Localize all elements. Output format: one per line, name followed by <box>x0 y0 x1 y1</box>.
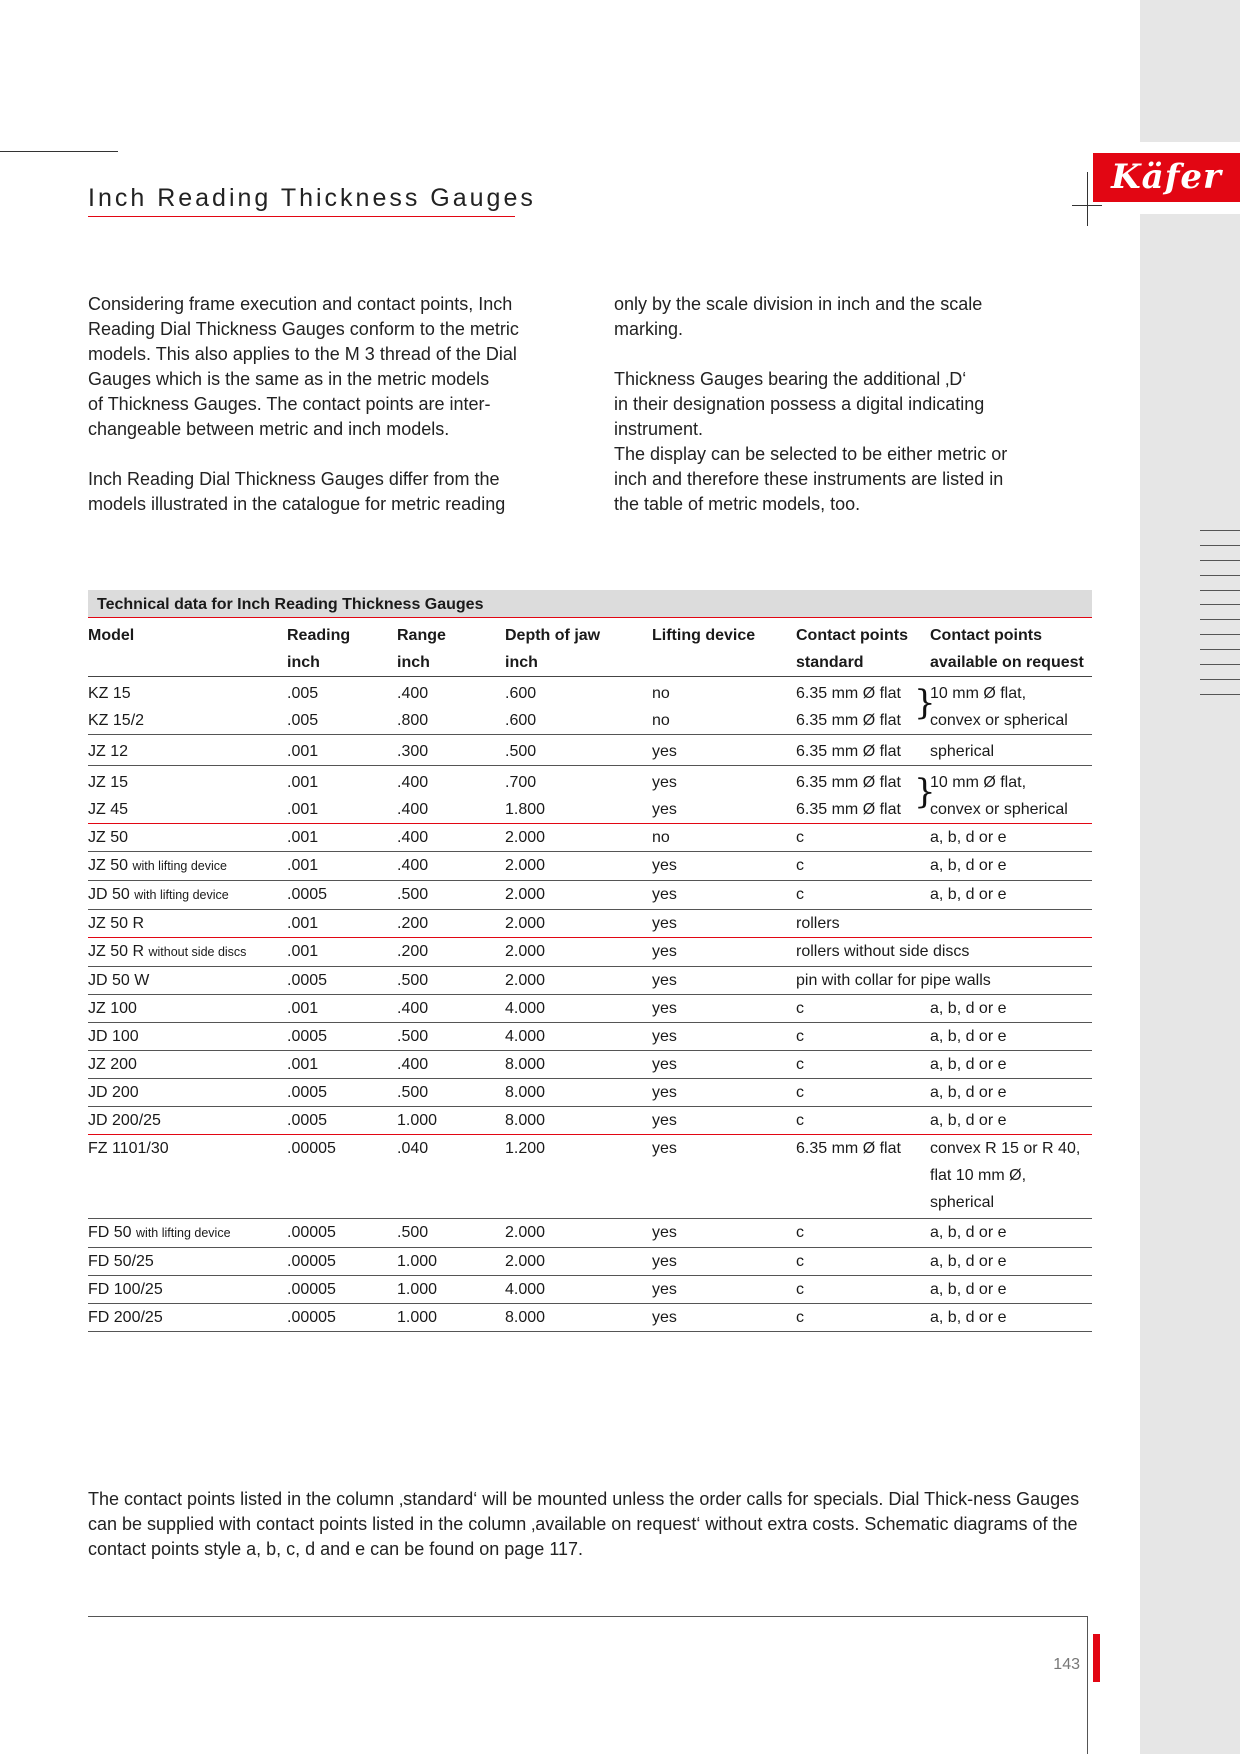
standard-cell: c <box>796 1084 804 1101</box>
column-header: Reading inch <box>287 627 351 671</box>
range-cell: .400 <box>397 857 429 874</box>
standard-cell: 6.35 mm Ø flat <box>796 801 901 818</box>
table-row <box>88 1304 1092 1332</box>
table-row <box>88 735 1092 766</box>
intro-paragraph: Inch Reading Dial Thickness Gauges differ from the models illustrated in the catalogue for metric reading <box>88 469 506 514</box>
reading-cell: .0005 <box>287 972 328 989</box>
table-row <box>88 910 1092 938</box>
page-marker <box>1093 1634 1100 1682</box>
range-cell: .400 <box>397 1000 429 1017</box>
depth-cell: .500 <box>505 743 537 760</box>
table-row <box>88 1135 1092 1219</box>
lifting-cell: yes <box>652 743 677 760</box>
model-cell: JZ 50 <box>88 829 129 846</box>
model-cell: JZ 50 R <box>88 915 145 932</box>
column-header: Depth of jaw inch <box>505 627 601 671</box>
reading-cell: .00005 <box>287 1309 336 1326</box>
lifting-cell: yes <box>652 1084 677 1101</box>
standard-cell: 6.35 mm Ø flat <box>796 743 901 760</box>
depth-cell: 2.000 <box>505 829 546 846</box>
range-cell: .400 <box>397 774 429 791</box>
range-cell: .800 <box>397 712 429 729</box>
depth-cell: 8.000 <box>505 1056 546 1073</box>
crop-mark-vertical <box>1087 172 1088 226</box>
range-cell: .300 <box>397 743 429 760</box>
lifting-cell: yes <box>652 1281 677 1298</box>
standard-cell: c <box>796 857 804 874</box>
table-row <box>88 1248 1092 1276</box>
standard-cell: 6.35 mm Ø flat <box>796 1140 901 1157</box>
range-cell: .500 <box>397 886 429 903</box>
right-margin-band <box>1140 0 1240 1754</box>
table-header-row <box>88 618 1092 677</box>
range-cell: .040 <box>397 1140 429 1157</box>
lifting-cell: yes <box>652 972 677 989</box>
model-cell: FZ 1101/30 <box>88 1140 169 1157</box>
range-cell: 1.000 <box>397 1112 438 1129</box>
lifting-cell: yes <box>652 915 677 932</box>
brace-icon: } <box>914 772 936 812</box>
request-cell: a, b, d or e <box>930 886 1007 903</box>
range-cell: .500 <box>397 1084 429 1101</box>
range-cell: .500 <box>397 1028 429 1045</box>
model-cell: JD 200/25 <box>88 1112 161 1129</box>
brace-icon: } <box>914 683 936 723</box>
column-header: Range inch <box>397 627 446 671</box>
footnote: The contact points listed in the column ‚standard‘ will be mounted unless the order calls for specials. Dial Thick-ness Gauges can be supplied with contact points listed in the column ‚available on request‘ without extra costs. Schematic diagrams of the contact points style a, b, c, d and e can be found on page 117. <box>88 1489 1080 1559</box>
page-number: 143 <box>1053 1656 1080 1673</box>
lifting-cell: yes <box>652 774 677 791</box>
lifting-cell: no <box>652 712 670 729</box>
range-cell: 1.000 <box>397 1253 438 1270</box>
thumb-index-ticks <box>1200 530 1240 709</box>
page-title: Inch Reading Thickness Gauges <box>88 184 536 212</box>
lifting-cell: no <box>652 685 670 702</box>
lifting-cell: no <box>652 829 670 846</box>
model-cell: JZ 50 with lifting device <box>88 857 227 874</box>
depth-cell: .700 <box>505 774 537 791</box>
range-cell: .400 <box>397 685 429 702</box>
table-row <box>88 1023 1092 1051</box>
table-row <box>88 852 1092 881</box>
standard-cell: c <box>796 1028 804 1045</box>
request-cell: } 10 mm Ø flat, <box>930 766 1092 797</box>
model-cell: JZ 100 <box>88 1000 137 1017</box>
intro-paragraph: only by the scale division in inch and the scale marking. <box>614 294 983 339</box>
range-cell: .400 <box>397 1056 429 1073</box>
request-cell: } 10 mm Ø flat, <box>930 677 1092 708</box>
title-underline <box>88 216 515 217</box>
reading-cell: .0005 <box>287 1028 328 1045</box>
column-header: Model <box>88 627 135 644</box>
request-cell: spherical <box>930 743 995 760</box>
depth-cell: 4.000 <box>505 1000 546 1017</box>
lifting-cell: yes <box>652 943 677 960</box>
reading-cell: .001 <box>287 801 319 818</box>
table-row <box>88 1051 1092 1079</box>
depth-cell: .600 <box>505 685 537 702</box>
lifting-cell: yes <box>652 1253 677 1270</box>
brand-logo <box>1093 153 1240 202</box>
depth-cell: 4.000 <box>505 1028 546 1045</box>
reading-cell: .00005 <box>287 1281 336 1298</box>
table-row <box>88 824 1092 852</box>
lifting-cell: yes <box>652 1224 677 1241</box>
lifting-cell: yes <box>652 1112 677 1129</box>
depth-cell: 2.000 <box>505 886 546 903</box>
standard-cell: 6.35 mm Ø flat <box>796 712 901 729</box>
table-row <box>88 766 1092 797</box>
model-cell: JZ 45 <box>88 801 129 818</box>
depth-cell: 8.000 <box>505 1309 546 1326</box>
model-cell: FD 100/25 <box>88 1281 163 1298</box>
column-header: Contact points available on request <box>930 627 1084 671</box>
model-cell: FD 50 with lifting device <box>88 1224 231 1241</box>
request-cell: a, b, d or e <box>930 1224 1007 1241</box>
request-cell: a, b, d or e <box>930 1112 1007 1129</box>
lifting-cell: yes <box>652 1028 677 1045</box>
model-cell: JD 100 <box>88 1028 139 1045</box>
intro-paragraph: Considering frame execution and contact points, Inch Reading Dial Thickness Gauges conform to the metric models. This also applies to the M 3 thread of the Dial Gauges which is the same as in the metric models of Thickness Gauges. The contact points are inter- changeable between metric and inch models. <box>88 294 519 439</box>
intro-paragraph: Thickness Gauges bearing the additional ‚D‘ in their designation possess a digital indicating instrument. The display can be selected to be either metric or inch and therefore these instruments are listed in the table of metric models, too. <box>614 369 1008 514</box>
standard-cell: c <box>796 1253 804 1270</box>
model-cell: JZ 12 <box>88 743 129 760</box>
standard-cell: rollers <box>796 915 840 932</box>
lifting-cell: yes <box>652 1056 677 1073</box>
reading-cell: .001 <box>287 857 319 874</box>
table-row <box>88 1219 1092 1248</box>
intro-column-right <box>614 292 1104 542</box>
intro-column-left <box>88 292 578 542</box>
table-row <box>88 995 1092 1023</box>
request-cell: a, b, d or e <box>930 1056 1007 1073</box>
reading-cell: .0005 <box>287 886 328 903</box>
standard-cell: c <box>796 1056 804 1073</box>
model-cell: FD 200/25 <box>88 1309 163 1326</box>
request-cell: convex or spherical <box>930 801 1068 818</box>
range-cell: .200 <box>397 915 429 932</box>
header-rule <box>0 151 118 152</box>
lifting-cell: yes <box>652 1140 677 1157</box>
crop-mark-horizontal <box>1072 205 1102 206</box>
request-cell: a, b, d or e <box>930 829 1007 846</box>
table-row <box>88 881 1092 910</box>
model-cell: KZ 15/2 <box>88 712 145 729</box>
model-cell: FD 50/25 <box>88 1253 154 1270</box>
standard-cell: c <box>796 886 804 903</box>
lifting-cell: yes <box>652 1000 677 1017</box>
depth-cell: 8.000 <box>505 1112 546 1129</box>
standard-cell: c <box>796 1224 804 1241</box>
standard-cell: c <box>796 1112 804 1129</box>
request-cell: a, b, d or e <box>930 1281 1007 1298</box>
model-cell: JD 200 <box>88 1084 139 1101</box>
model-cell: JD 50 W <box>88 972 150 989</box>
depth-cell: 4.000 <box>505 1281 546 1298</box>
table-row <box>88 967 1092 995</box>
reading-cell: .0005 <box>287 1084 328 1101</box>
depth-cell: .600 <box>505 712 537 729</box>
reading-cell: .0005 <box>287 1112 328 1129</box>
range-cell: 1.000 <box>397 1309 438 1326</box>
depth-cell: 2.000 <box>505 943 546 960</box>
brand-logo-text: Käfer <box>1111 157 1222 197</box>
reading-cell: .005 <box>287 712 319 729</box>
request-cell: convex R 15 or R 40, flat 10 mm Ø, spherical <box>930 1140 1081 1211</box>
reading-cell: .001 <box>287 1000 319 1017</box>
request-cell: a, b, d or e <box>930 1253 1007 1270</box>
model-cell: JZ 200 <box>88 1056 137 1073</box>
depth-cell: 2.000 <box>505 1224 546 1241</box>
standard-cell: 6.35 mm Ø flat <box>796 774 901 791</box>
request-cell: a, b, d or e <box>930 1000 1007 1017</box>
model-cell: JZ 50 R without side discs <box>88 943 247 960</box>
request-cell: a, b, d or e <box>930 1309 1007 1326</box>
standard-cell: rollers without side discs <box>796 943 970 960</box>
table-row <box>88 1107 1092 1135</box>
model-cell: KZ 15 <box>88 685 131 702</box>
footer-rule-vertical <box>1087 1616 1088 1754</box>
standard-cell: c <box>796 1000 804 1017</box>
reading-cell: .001 <box>287 829 319 846</box>
depth-cell: 1.800 <box>505 801 546 818</box>
model-cell: JD 50 with lifting device <box>88 886 229 903</box>
depth-cell: 2.000 <box>505 857 546 874</box>
lifting-cell: yes <box>652 886 677 903</box>
depth-cell: 8.000 <box>505 1084 546 1101</box>
technical-data-table <box>88 590 1092 1332</box>
range-cell: .200 <box>397 943 429 960</box>
range-cell: .400 <box>397 829 429 846</box>
reading-cell: .001 <box>287 1056 319 1073</box>
depth-cell: 2.000 <box>505 915 546 932</box>
range-cell: .400 <box>397 801 429 818</box>
request-cell: a, b, d or e <box>930 1028 1007 1045</box>
range-cell: .500 <box>397 1224 429 1241</box>
lifting-cell: yes <box>652 801 677 818</box>
table-row <box>88 796 1092 824</box>
request-cell: a, b, d or e <box>930 1084 1007 1101</box>
range-cell: 1.000 <box>397 1281 438 1298</box>
table-row <box>88 677 1092 708</box>
standard-cell: pin with collar for pipe walls <box>796 972 991 989</box>
reading-cell: .00005 <box>287 1253 336 1270</box>
reading-cell: .001 <box>287 774 319 791</box>
column-header: Lifting device <box>652 627 756 644</box>
lifting-cell: yes <box>652 857 677 874</box>
reading-cell: .005 <box>287 685 319 702</box>
standard-cell: c <box>796 1309 804 1326</box>
standard-cell: c <box>796 829 804 846</box>
table-caption: Technical data for Inch Reading Thickness Gauges <box>88 590 1092 618</box>
footer-rule <box>88 1616 1087 1617</box>
reading-cell: .001 <box>287 743 319 760</box>
table-row <box>88 1079 1092 1107</box>
column-header: Contact points standard <box>796 627 908 671</box>
request-cell: a, b, d or e <box>930 857 1007 874</box>
depth-cell: 2.000 <box>505 1253 546 1270</box>
table-row <box>88 707 1092 735</box>
table-row <box>88 938 1092 967</box>
model-cell: JZ 15 <box>88 774 129 791</box>
depth-cell: 2.000 <box>505 972 546 989</box>
depth-cell: 1.200 <box>505 1140 546 1157</box>
table-row <box>88 1276 1092 1304</box>
reading-cell: .00005 <box>287 1140 336 1157</box>
range-cell: .500 <box>397 972 429 989</box>
reading-cell: .00005 <box>287 1224 336 1241</box>
standard-cell: c <box>796 1281 804 1298</box>
standard-cell: 6.35 mm Ø flat <box>796 685 901 702</box>
request-cell: convex or spherical <box>930 712 1068 729</box>
reading-cell: .001 <box>287 915 319 932</box>
lifting-cell: yes <box>652 1309 677 1326</box>
reading-cell: .001 <box>287 943 319 960</box>
